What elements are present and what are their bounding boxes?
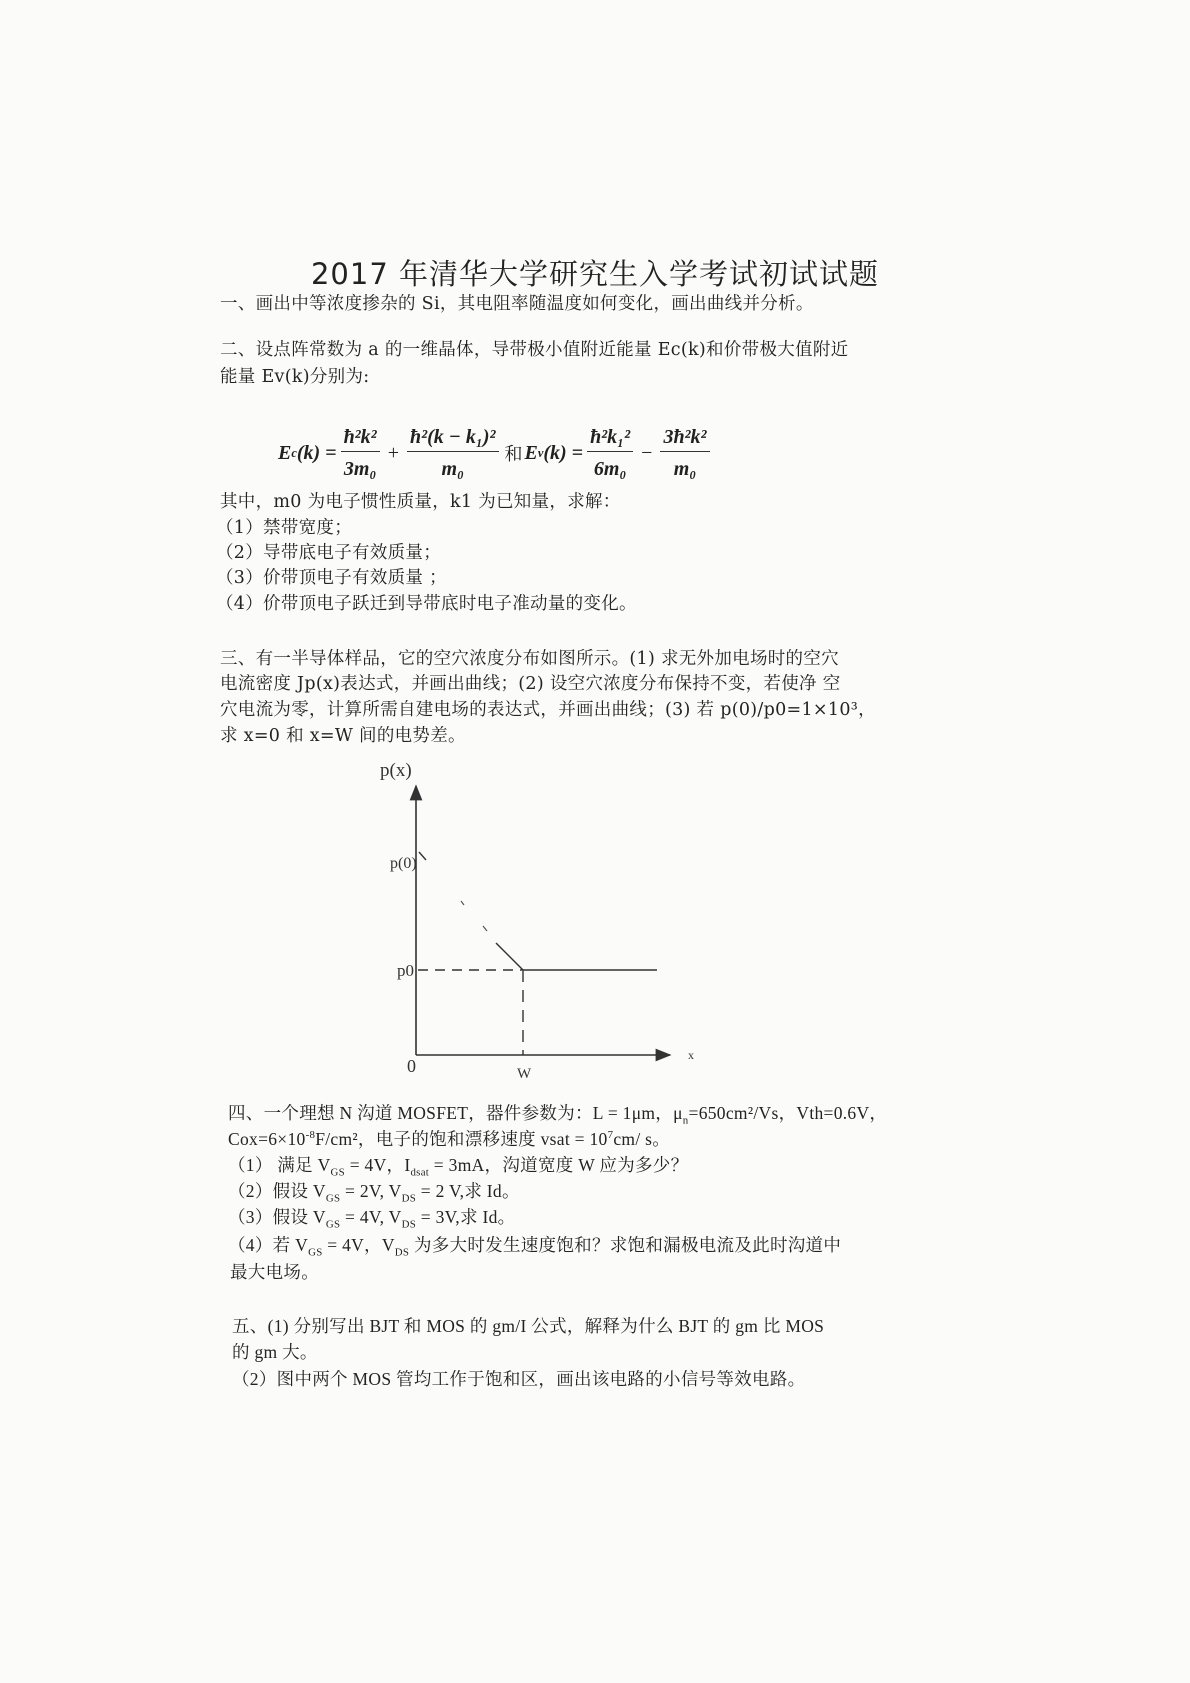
q4-mu-subscript: n bbox=[682, 1114, 689, 1127]
question-4-item-4-continued: 最大电场。 bbox=[230, 1263, 319, 1283]
item-subscript: DS bbox=[401, 1218, 417, 1231]
ec-symbol: E bbox=[278, 441, 292, 464]
term-3-denominator: 6m₀ bbox=[593, 457, 627, 480]
item-subscript: GS bbox=[330, 1166, 346, 1179]
item-text: = 4V，V bbox=[322, 1235, 395, 1255]
sloped-concentration-line bbox=[496, 943, 523, 970]
item-text: （3）假设 V bbox=[228, 1207, 326, 1227]
item-text: 为多大时发生速度饱和？求饱和漏极电流及此时沟道中 bbox=[409, 1235, 842, 1255]
q4-line-1-text: 四、一个理想 N 沟道 MOSFET，器件参数为：L = 1μm，μ bbox=[228, 1103, 683, 1123]
page-title: 2017 年清华大学研究生入学考试初试试题 bbox=[310, 257, 880, 291]
question-2-item: （1）禁带宽度； bbox=[216, 518, 353, 538]
item-subscript: GS bbox=[325, 1192, 341, 1205]
plus-operator: + bbox=[387, 441, 399, 464]
question-3-line-3: 穴电流为零，计算所需自建电场的表达式，并画出曲线；(3) 若 p(0)/p0=1×10³， bbox=[220, 700, 876, 720]
question-3-line-1: 三、有一半导体样品，它的空穴浓度分布如图所示。(1) 求无外加电场时的空穴 bbox=[220, 649, 839, 669]
ec-argument: (k) = bbox=[296, 441, 337, 464]
question-5-line-2: 的 gm 大。 bbox=[232, 1342, 318, 1362]
item-subscript: dsat bbox=[410, 1166, 430, 1179]
item-text: （2）假设 V bbox=[228, 1181, 326, 1201]
question-5-line-3: （2）图中两个 MOS 管均工作于饱和区，画出该电路的小信号等效电路。 bbox=[232, 1369, 806, 1389]
q4-line-2-middle: F/cm²，电子的饱和漂移速度 vsat = 10 bbox=[315, 1129, 608, 1149]
question-2-item: （3）价带顶电子有效质量 ； bbox=[216, 568, 447, 588]
item-text: （4）若 V bbox=[228, 1235, 309, 1255]
question-3-line-4: 求 x=0 和 x=W 间的电势差。 bbox=[220, 726, 466, 746]
question-2-item: （4）价带顶电子跃迁到导带底时电子准动量的变化。 bbox=[216, 594, 637, 614]
ev-argument: (k) = bbox=[543, 441, 584, 464]
sloped-line-fragment bbox=[461, 901, 464, 905]
item-text: （1） 满足 V bbox=[228, 1155, 331, 1175]
question-4-item-2 bbox=[228, 1178, 520, 1205]
question-4-item-1 bbox=[228, 1152, 688, 1179]
and-word: 和 bbox=[504, 444, 523, 465]
q4-cox-exponent: -8 bbox=[305, 1129, 316, 1142]
q4-line-1-text-end: =650cm²/Vs，Vth=0.6V， bbox=[688, 1103, 888, 1123]
question-4-item-3 bbox=[228, 1204, 515, 1231]
q4-line-2-text: Cox=6×10 bbox=[228, 1129, 306, 1149]
term-4-numerator: 3ħ²k² bbox=[660, 426, 709, 452]
question-3-line-2: 电流密度 Jp(x)表达式，并画出曲线；(2) 设空穴浓度分布保持不变，若使净 空 bbox=[220, 674, 841, 694]
question-2-line-2: 能量 Ev(k)分别为: bbox=[220, 367, 370, 387]
item-subscript: DS bbox=[401, 1192, 417, 1205]
item-subscript: GS bbox=[325, 1218, 341, 1231]
question-4-line-2 bbox=[228, 1126, 670, 1151]
ev-symbol: E bbox=[524, 441, 538, 464]
q4-vsat-exponent: 7 bbox=[607, 1129, 614, 1142]
p-zero-top-label: p(0) bbox=[390, 855, 417, 872]
x-axis-label: x bbox=[688, 1048, 694, 1062]
q4-line-2-end: cm/ s。 bbox=[613, 1129, 671, 1149]
question-2-line-1: 二、设点阵常数为 a 的一维晶体，导带极小值附近能量 Ec(k)和价带极大值附近 bbox=[220, 340, 849, 360]
question-4-item-4 bbox=[228, 1232, 841, 1259]
item-subscript: GS bbox=[308, 1246, 323, 1259]
term-1-denominator: 3m₀ bbox=[343, 457, 377, 480]
item-text: = 2 V,求 Id。 bbox=[416, 1181, 520, 1201]
item-text: = 2V, V bbox=[340, 1181, 402, 1201]
p0-label: p0 bbox=[397, 961, 414, 980]
sloped-line-start-segment bbox=[419, 852, 426, 860]
term-2-numerator: ħ²(k − k₁)² bbox=[407, 426, 499, 452]
term-3-numerator: ħ²k₁² bbox=[587, 426, 633, 452]
term-2-denominator: m₀ bbox=[441, 457, 464, 480]
term-1-numerator: ħ²k² bbox=[341, 426, 380, 452]
minus-operator: − bbox=[641, 441, 653, 464]
question-4-line-1 bbox=[228, 1100, 887, 1127]
sloped-line-fragment bbox=[483, 926, 487, 931]
ec-subscript: c bbox=[291, 445, 297, 460]
item-text: = 3mA，沟道宽度 W 应为多少？ bbox=[429, 1155, 689, 1175]
item-text: = 4V, V bbox=[340, 1207, 402, 1227]
ev-subscript: v bbox=[537, 445, 544, 460]
question-1: 一、画出中等浓度掺杂的 Si，其电阻率随温度如何变化，画出曲线并分析。 bbox=[220, 294, 814, 314]
question-2-given: 其中，m0 为电子惯性质量，k1 为已知量，求解： bbox=[220, 492, 621, 512]
w-tick-label: W bbox=[517, 1066, 532, 1082]
item-text: = 4V，I bbox=[345, 1155, 411, 1175]
term-4-denominator: m₀ bbox=[673, 457, 697, 480]
question-5-line-1: 五、(1) 分别写出 BJT 和 MOS 的 gm/I 公式，解释为什么 BJT 的 gm 比 MOS bbox=[232, 1316, 825, 1336]
item-text: = 3V,求 Id。 bbox=[416, 1207, 516, 1227]
question-2-item: （2）导带底电子有效质量； bbox=[216, 543, 442, 563]
item-subscript: DS bbox=[394, 1246, 410, 1259]
origin-label: 0 bbox=[407, 1056, 416, 1076]
y-axis-label: p(x) bbox=[380, 760, 412, 781]
